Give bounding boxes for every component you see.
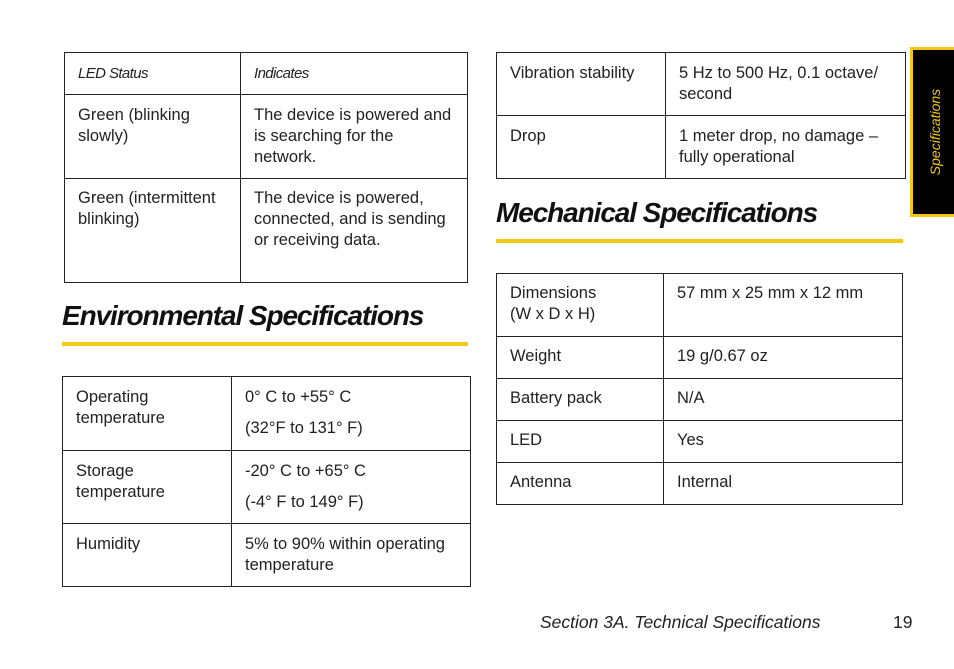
mechanical-table <box>496 273 903 505</box>
table-row <box>65 95 468 179</box>
led-status-cell: Green (intermittent blinking) <box>65 179 241 283</box>
spec-label-cell <box>497 274 664 337</box>
environmental-heading-rule <box>62 342 468 346</box>
section-side-tab[interactable] <box>910 47 954 217</box>
spec-label-line: Dimensions <box>510 284 597 302</box>
side-tab-background <box>913 50 954 214</box>
spec-value-cell: 57 mm x 25 mm x 12 mm <box>664 274 903 337</box>
spec-value-cell: Yes <box>664 421 903 463</box>
vibration-drop-table <box>496 52 906 179</box>
table-row <box>497 337 903 379</box>
table-row <box>497 421 903 463</box>
table-row <box>497 53 906 116</box>
table-row <box>65 179 468 283</box>
table-row <box>497 379 903 421</box>
spec-label-cell: Humidity <box>63 524 232 587</box>
spec-value-line: (-4° F to 149° F) <box>245 493 364 511</box>
table-row <box>497 274 903 337</box>
spec-value-cell <box>232 451 471 524</box>
table-header-row <box>65 53 468 95</box>
spec-value-cell: 5 Hz to 500 Hz, 0.1 octave/ second <box>666 53 906 116</box>
header-led-status: LED Status <box>65 53 241 95</box>
table-row <box>497 463 903 505</box>
table-row <box>63 377 471 451</box>
spec-value-cell: 1 meter drop, no damage – fully operational <box>666 116 906 179</box>
spec-value-cell <box>232 524 471 587</box>
led-status-table <box>64 52 468 283</box>
indicates-cell: The device is powered, connected, and is sending or receiving data. <box>241 179 468 283</box>
spec-label-cell: Vibration stability <box>497 53 666 116</box>
spec-label-cell: Antenna <box>497 463 664 505</box>
spec-label-cell: Battery pack <box>497 379 664 421</box>
header-indicates: Indicates <box>241 53 468 95</box>
footer-page-number: 19 <box>893 612 913 632</box>
spec-value-cell: 19 g/0.67 oz <box>664 337 903 379</box>
spec-label-cell: Drop <box>497 116 666 179</box>
spec-label-cell: Operating temperature <box>63 377 232 451</box>
spec-label-cell: Weight <box>497 337 664 379</box>
spec-value-line: 0° C to +55° C <box>245 388 352 406</box>
table-row <box>63 451 471 524</box>
spec-value-line: -20° C to +65° C <box>245 462 366 480</box>
mechanical-heading-rule <box>496 239 903 243</box>
led-status-cell: Green (blinking slowly) <box>65 95 241 179</box>
spec-value-cell <box>232 377 471 451</box>
spec-value-cell: N/A <box>664 379 903 421</box>
spec-label-cell: LED <box>497 421 664 463</box>
indicates-cell: The device is powered and is searching for the network. <box>241 95 468 179</box>
spec-label-cell: Storage temperature <box>63 451 232 524</box>
spec-value-cell: Internal <box>664 463 903 505</box>
side-tab-label: Specifications <box>927 88 943 176</box>
spec-label-line: (W x D x H) <box>510 305 596 323</box>
environmental-table <box>62 376 471 587</box>
table-row <box>63 524 471 587</box>
environmental-heading: Environmental Specifications <box>62 300 424 331</box>
mechanical-heading: Mechanical Specifications <box>496 197 818 228</box>
footer-section-title: Section 3A. Technical Specifications <box>540 612 821 632</box>
spec-value-line: 5% to 90% within operating temperature <box>245 535 445 574</box>
spec-value-line: (32°F to 131° F) <box>245 419 363 437</box>
table-row <box>497 116 906 179</box>
